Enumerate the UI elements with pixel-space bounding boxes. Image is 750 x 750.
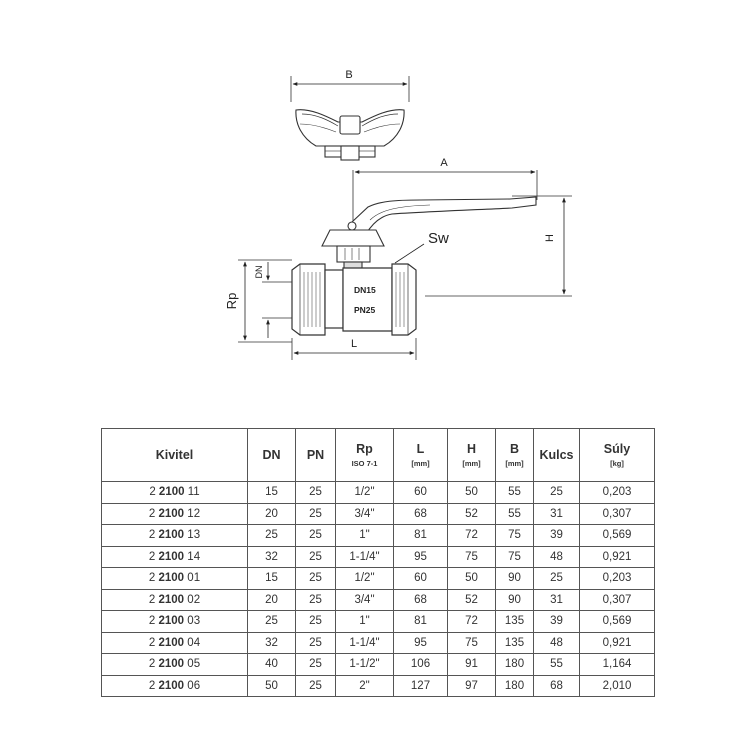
- cell-kivitel: [102, 611, 248, 633]
- cell-pn: 25: [296, 503, 336, 525]
- body-mark-dn: DN15: [354, 285, 376, 295]
- table-row: [102, 611, 655, 633]
- code-suffix: 04: [187, 636, 201, 649]
- cell-l: 81: [394, 611, 448, 633]
- table-row: [102, 589, 655, 611]
- cell-kivitel: [102, 525, 248, 547]
- header-rp: Rp ISO 7-1: [336, 429, 394, 482]
- cell-b: 90: [496, 568, 534, 590]
- dimension-b-label: B: [345, 69, 353, 81]
- code-suffix: 05: [187, 658, 201, 671]
- cell-h: 72: [448, 525, 496, 547]
- cell-h: 75: [448, 632, 496, 654]
- cell-b: 180: [496, 675, 534, 697]
- body-mark-pn: PN25: [354, 305, 376, 315]
- cell-kivitel: [102, 503, 248, 525]
- dimension-rp-label: Rp: [224, 292, 239, 310]
- valve-body: [292, 264, 416, 335]
- cell-kulcs: 31: [534, 503, 580, 525]
- code-prefix: 2: [148, 615, 156, 628]
- table-row: [102, 675, 655, 697]
- cell-rp: 1/2": [336, 568, 394, 590]
- cell-b: 180: [496, 654, 534, 676]
- cell-kulcs: 39: [534, 525, 580, 547]
- header-h: H [mm]: [448, 429, 496, 482]
- cell-rp: 1": [336, 611, 394, 633]
- cell-dn: 32: [248, 546, 296, 568]
- cell-h: 75: [448, 546, 496, 568]
- spec-table: [101, 428, 655, 697]
- dimension-l-label: L: [350, 338, 358, 350]
- dimension-a-label: A: [440, 157, 448, 169]
- code-prefix: 2: [148, 550, 156, 563]
- cell-h: 52: [448, 503, 496, 525]
- cell-pn: 25: [296, 675, 336, 697]
- cell-kivitel: [102, 568, 248, 590]
- lever-handle: [348, 197, 536, 234]
- cell-kulcs: 55: [534, 654, 580, 676]
- cell-h: 91: [448, 654, 496, 676]
- table-body: [102, 482, 655, 697]
- code-main: 2100: [158, 679, 185, 692]
- cell-suly: 0,569: [580, 525, 655, 547]
- code-prefix: 2: [148, 636, 156, 649]
- cell-suly: 0,921: [580, 546, 655, 568]
- cell-rp: 1-1/2": [336, 654, 394, 676]
- dimension-b: [291, 69, 409, 102]
- cell-rp: 2": [336, 675, 394, 697]
- cell-suly: 0,569: [580, 611, 655, 633]
- code-main: 2100: [158, 550, 185, 563]
- cell-dn: 15: [248, 568, 296, 590]
- cell-rp: 3/4": [336, 503, 394, 525]
- code-main: 2100: [158, 529, 185, 542]
- code-main: 2100: [158, 593, 185, 606]
- code-prefix: 2: [148, 529, 156, 542]
- cell-suly: 0,203: [580, 568, 655, 590]
- cell-b: 55: [496, 503, 534, 525]
- cell-l: 106: [394, 654, 448, 676]
- cell-rp: 3/4": [336, 589, 394, 611]
- cell-dn: 15: [248, 482, 296, 504]
- header-suly: Súly [kg]: [580, 429, 655, 482]
- cell-rp: 1-1/4": [336, 546, 394, 568]
- cell-b: 135: [496, 632, 534, 654]
- code-main: 2100: [158, 486, 185, 499]
- dimension-dn-label: DN: [254, 265, 264, 279]
- code-suffix: 02: [187, 593, 201, 606]
- cell-pn: 25: [296, 568, 336, 590]
- cell-kivitel: [102, 675, 248, 697]
- header-dn: DN: [248, 429, 296, 482]
- cell-h: 72: [448, 611, 496, 633]
- code-suffix: 03: [187, 615, 201, 628]
- code-suffix: 12: [187, 507, 201, 520]
- cell-pn: 25: [296, 546, 336, 568]
- valve-stem: [322, 230, 384, 272]
- header-b: B [mm]: [496, 429, 534, 482]
- cell-suly: 0,307: [580, 503, 655, 525]
- cell-suly: 0,203: [580, 482, 655, 504]
- code-prefix: 2: [148, 572, 156, 585]
- cell-dn: 25: [248, 525, 296, 547]
- cell-pn: 25: [296, 654, 336, 676]
- code-main: 2100: [158, 658, 185, 671]
- cell-kivitel: [102, 482, 248, 504]
- butterfly-handle-top-view: [296, 110, 404, 160]
- sw-annotation: [395, 230, 449, 263]
- code-suffix: 06: [187, 679, 201, 692]
- cell-b: 75: [496, 546, 534, 568]
- cell-h: 50: [448, 568, 496, 590]
- code-prefix: 2: [148, 679, 156, 692]
- cell-suly: 1,164: [580, 654, 655, 676]
- code-prefix: 2: [148, 658, 156, 671]
- cell-dn: 50: [248, 675, 296, 697]
- table-row: [102, 503, 655, 525]
- cell-kivitel: [102, 654, 248, 676]
- cell-b: 90: [496, 589, 534, 611]
- cell-l: 68: [394, 503, 448, 525]
- cell-kulcs: 31: [534, 589, 580, 611]
- cell-dn: 20: [248, 589, 296, 611]
- cell-dn: 20: [248, 503, 296, 525]
- cell-h: 97: [448, 675, 496, 697]
- cell-pn: 25: [296, 482, 336, 504]
- dimension-h-label: H: [544, 234, 556, 242]
- cell-b: 75: [496, 525, 534, 547]
- cell-l: 60: [394, 568, 448, 590]
- cell-l: 68: [394, 589, 448, 611]
- code-suffix: 14: [187, 550, 201, 563]
- table-row: [102, 654, 655, 676]
- code-suffix: 01: [187, 572, 201, 585]
- code-prefix: 2: [148, 507, 156, 520]
- cell-suly: 0,307: [580, 589, 655, 611]
- code-main: 2100: [158, 507, 185, 520]
- code-prefix: 2: [148, 593, 156, 606]
- code-prefix: 2: [149, 486, 156, 499]
- cell-kivitel: [102, 589, 248, 611]
- cell-suly: 2,010: [580, 675, 655, 697]
- cell-kulcs: 48: [534, 546, 580, 568]
- cell-kulcs: 68: [534, 675, 580, 697]
- cell-kulcs: 48: [534, 632, 580, 654]
- table-header-row: [102, 429, 655, 482]
- cell-pn: 25: [296, 589, 336, 611]
- header-pn: PN: [296, 429, 336, 482]
- cell-l: 95: [394, 632, 448, 654]
- table-row: [102, 546, 655, 568]
- sw-label: Sw: [428, 230, 449, 247]
- cell-suly: 0,921: [580, 632, 655, 654]
- cell-rp: 1": [336, 525, 394, 547]
- cell-pn: 25: [296, 611, 336, 633]
- header-l: L [mm]: [394, 429, 448, 482]
- cell-l: 81: [394, 525, 448, 547]
- cell-h: 52: [448, 589, 496, 611]
- table-row: [102, 525, 655, 547]
- cell-pn: 25: [296, 632, 336, 654]
- code-suffix: 11: [187, 486, 200, 499]
- cell-l: 127: [394, 675, 448, 697]
- cell-rp: 1/2": [336, 482, 394, 504]
- cell-dn: 32: [248, 632, 296, 654]
- cell-b: 135: [496, 611, 534, 633]
- header-kulcs: Kulcs: [534, 429, 580, 482]
- cell-dn: 40: [248, 654, 296, 676]
- code-main: 2100: [158, 572, 185, 585]
- cell-kivitel: [102, 546, 248, 568]
- cell-kulcs: 39: [534, 611, 580, 633]
- cell-dn: 25: [248, 611, 296, 633]
- cell-rp: 1-1/4": [336, 632, 394, 654]
- code-main: 2100: [158, 615, 185, 628]
- code-main: 2100: [158, 636, 185, 649]
- dimension-l: [292, 338, 416, 360]
- cell-pn: 25: [296, 525, 336, 547]
- table-row: [102, 632, 655, 654]
- cell-kulcs: 25: [534, 482, 580, 504]
- cell-l: 60: [394, 482, 448, 504]
- cell-l: 95: [394, 546, 448, 568]
- cell-kulcs: 25: [534, 568, 580, 590]
- dimension-dn: [254, 262, 292, 338]
- header-kivitel: Kivitel: [102, 429, 248, 482]
- code-suffix: 13: [187, 529, 201, 542]
- cell-h: 50: [448, 482, 496, 504]
- table-row: [102, 482, 655, 504]
- table-row: [102, 568, 655, 590]
- cell-kivitel: [102, 632, 248, 654]
- cell-b: 55: [496, 482, 534, 504]
